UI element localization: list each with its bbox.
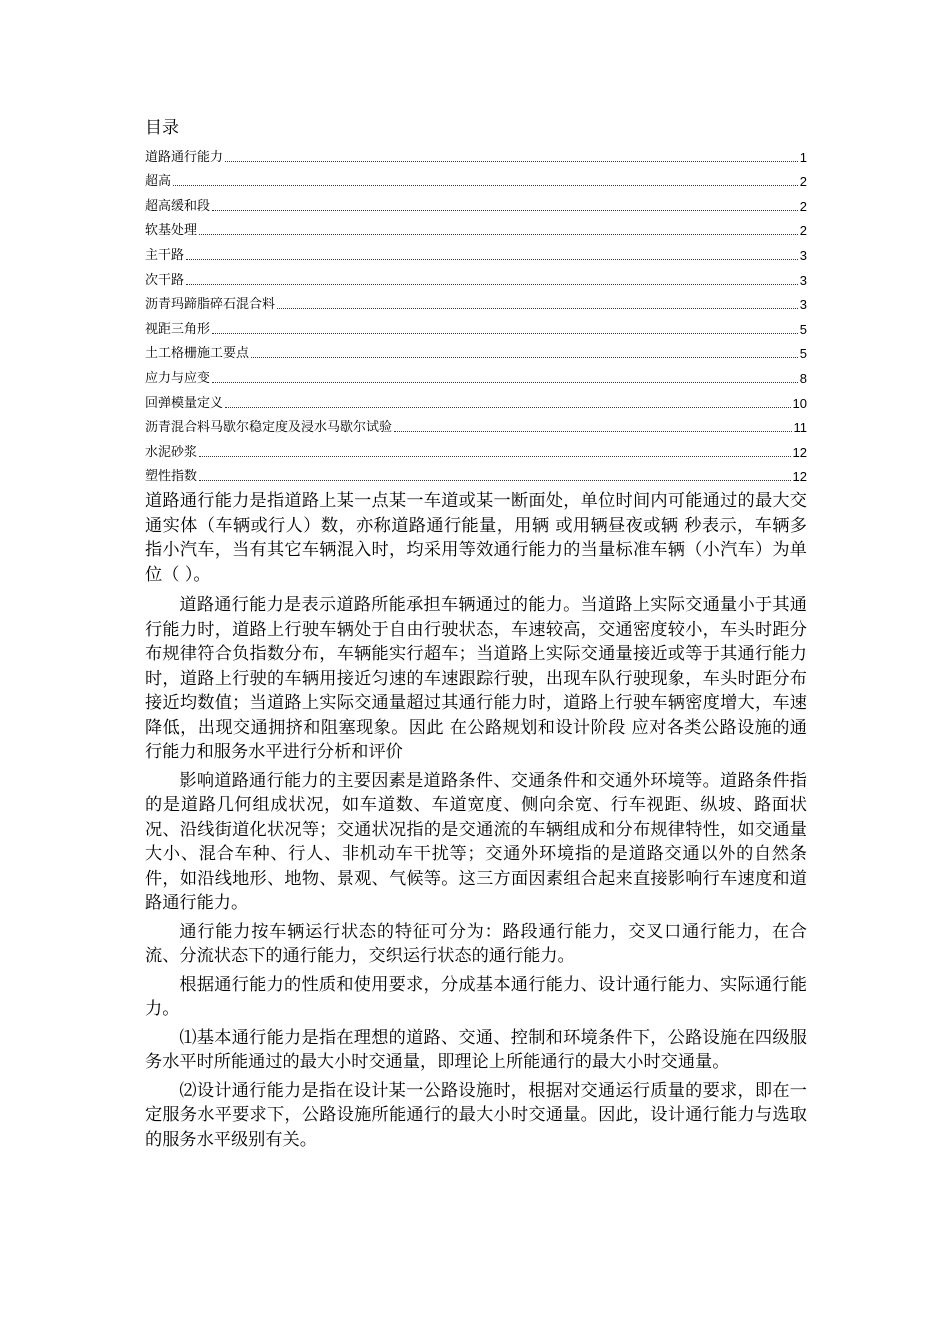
paragraph-2: 道路通行能力是表示道路所能承担车辆通过的能力。当道路上实际交通量小于其通行能力时，道路上行驶车辆处于自由行驶状态，车速较高，交通密度较小，车头时距分布规律符合负指数分布，车辆能实行超车；当道路上实际交通量接近或等于其通行能力时，道路上行驶的车辆用接近匀速的车速跟踪行驶，出现车队行驶现象，车头时距分布接近均数值；当道路上实际交通量超过其通行能力时，道路上行驶车辆密度增大，车速降低，出现交通拥挤和阻塞现象。因此 在公路规划和设计阶段 应对各类公路设施的通行能力和服务水平进行分析和评价 — [145, 595, 807, 762]
toc-title: 目录 — [145, 118, 179, 138]
toc-entry[interactable] — [145, 166, 807, 191]
toc-entry-page: 5 — [799, 321, 807, 337]
toc-entry-label: 视距三角形 — [145, 321, 211, 337]
paragraph-4: 通行能力按车辆运行状态的特征可分为：路段通行能力，交叉口通行能力，在合流、分流状态下的通行能力，交织运行状态的通行能力。 — [145, 921, 807, 966]
toc-leader-dots — [199, 233, 798, 235]
paragraph-1: 道路通行能力是指道路上某一点某一车道或某一断面处，单位时间内可能通过的最大交通实体（车辆或行人）数，亦称道路通行能量，用辆 或用辆昼夜或辆 秒表示，车辆多指小汽车，当有其它车辆混入时，均采用等效通行能力的当量标准车辆（小汽车）为单位（ ）。 — [145, 491, 807, 585]
toc-entry[interactable] — [145, 412, 807, 437]
toc-entry-label: 主干路 — [145, 247, 185, 263]
toc-entry[interactable] — [145, 362, 807, 387]
paragraph-3: 影响道路通行能力的主要因素是道路条件、交通条件和交通外环境等。道路条件指的是道路几何组成状况，如车道数、车道宽度、侧向余宽、行车视距、纵坡、路面状况、沿线街道化状况等；交通状况指的是交通流的车辆组成和分布规律特性，如交通量大小、混合车种、行人、非机动车干扰等；交通外环境指的是道路交通以外的自然条件，如沿线地形、地物、景观、气候等。这三方面因素组合起来直接影响行车速度和道路通行能力。 — [145, 770, 807, 913]
toc-entry[interactable] — [145, 338, 807, 363]
body-text — [145, 489, 807, 1156]
toc-entry[interactable] — [145, 387, 807, 412]
paragraph-5: 根据通行能力的性质和使用要求，分成基本通行能力、设计通行能力、实际通行能力。 — [145, 974, 807, 1019]
toc-entry-page: 11 — [793, 420, 807, 436]
toc-leader-dots — [225, 160, 798, 162]
table-of-contents — [145, 117, 807, 485]
toc-leader-dots — [199, 479, 791, 481]
toc-leader-dots — [225, 406, 791, 408]
toc-entry-page: 12 — [792, 444, 807, 460]
toc-leader-dots — [212, 381, 798, 383]
toc-entry-label: 回弹模量定义 — [145, 395, 224, 411]
toc-leader-dots — [251, 356, 798, 358]
toc-entry[interactable] — [145, 436, 807, 461]
toc-leader-dots — [186, 283, 798, 285]
toc-leader-dots — [212, 332, 798, 334]
paragraph-6: ⑴基本通行能力是指在理想的道路、交通、控制和环境条件下，公路设施在四级服务水平时所能通过的最大小时交通量，即理论上所能通行的最大小时交通量。 — [145, 1027, 807, 1072]
toc-entry-label: 道路通行能力 — [145, 149, 224, 165]
toc-entry-label: 水泥砂浆 — [145, 444, 198, 460]
toc-entry[interactable] — [145, 264, 807, 289]
toc-entry-label: 超高 — [145, 174, 172, 190]
toc-entry[interactable] — [145, 141, 807, 166]
toc-entry[interactable] — [145, 215, 807, 240]
toc-entry-page: 10 — [792, 395, 807, 411]
toc-entry-page: 2 — [799, 198, 807, 214]
toc-entry-label: 土工格栅施工要点 — [145, 346, 250, 362]
toc-list — [145, 141, 807, 485]
toc-entry-page: 2 — [799, 174, 807, 190]
toc-entry-label: 次干路 — [145, 272, 185, 288]
toc-entry-page: 1 — [799, 149, 807, 165]
toc-leader-dots — [212, 209, 798, 211]
toc-leader-dots — [394, 430, 791, 432]
toc-entry[interactable] — [145, 289, 807, 314]
toc-entry-label: 应力与应变 — [145, 370, 211, 386]
toc-entry-label: 沥青玛蹄脂碎石混合料 — [145, 297, 276, 313]
toc-entry-page: 12 — [792, 469, 807, 485]
toc-entry[interactable] — [145, 461, 807, 486]
toc-leader-dots — [186, 258, 798, 260]
toc-entry-label: 软基处理 — [145, 223, 198, 239]
toc-entry-page: 5 — [799, 346, 807, 362]
toc-entry[interactable] — [145, 190, 807, 215]
toc-entry[interactable] — [145, 239, 807, 264]
toc-entry-page: 3 — [799, 297, 807, 313]
toc-entry[interactable] — [145, 313, 807, 338]
toc-entry-page: 3 — [799, 272, 807, 288]
toc-entry-page: 3 — [799, 247, 807, 263]
paragraph-7: ⑵设计通行能力是指在设计某一公路设施时，根据对交通运行质量的要求，即在一定服务水平要求下，公路设施所能通行的最大小时交通量。因此，设计通行能力与选取的服务水平级别有关。 — [145, 1080, 807, 1150]
toc-leader-dots — [173, 184, 798, 186]
toc-entry-page: 2 — [799, 223, 807, 239]
toc-entry-label: 沥青混合料马歇尔稳定度及浸水马歇尔试验 — [145, 420, 393, 436]
toc-leader-dots — [277, 307, 798, 309]
toc-entry-label: 塑性指数 — [145, 469, 198, 485]
toc-leader-dots — [199, 455, 791, 457]
toc-entry-page: 8 — [799, 370, 807, 386]
toc-entry-label: 超高缓和段 — [145, 198, 211, 214]
